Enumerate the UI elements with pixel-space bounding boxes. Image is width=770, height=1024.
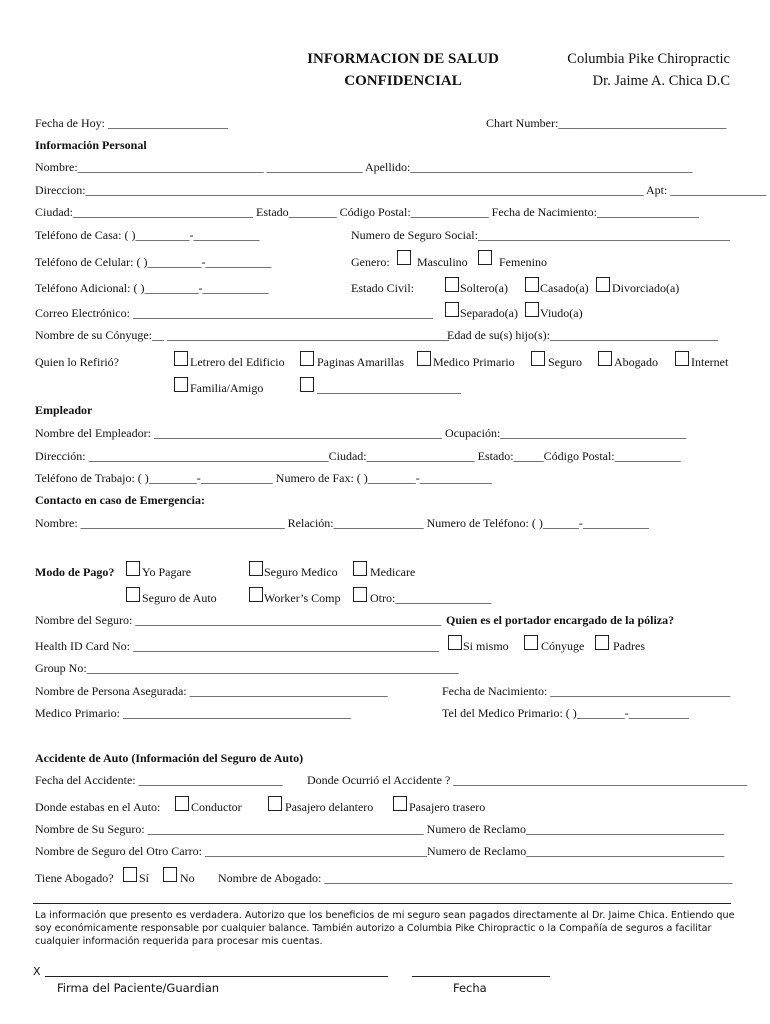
pasajero-trasero-label: Pasajero trasero [409, 800, 486, 814]
masculino-label: Masculino [417, 255, 468, 269]
conyuge-checkbox[interactable] [524, 635, 538, 650]
contacto-emergencia-field[interactable]: Nombre: __________________________________ Relación:_______________ Numero de Teléfono: ( )______-___________ [35, 516, 649, 530]
declaracion-divider [33, 903, 731, 904]
padres-label: Padres [613, 639, 645, 653]
conductor-checkbox[interactable] [175, 796, 189, 811]
separado-label: Separado(a) [460, 306, 518, 320]
divorciado-checkbox[interactable] [596, 277, 610, 292]
abogado-no-checkbox[interactable] [163, 867, 177, 882]
section-informacion-personal: Información Personal [35, 138, 147, 152]
medico-primario-ref-label: Medico Primario [433, 355, 515, 369]
doctor-name: Dr. Jaime A. Chica D.C [592, 73, 730, 89]
otro-pago-checkbox[interactable] [353, 587, 367, 602]
casado-label: Casado(a) [540, 281, 589, 295]
fecha-firma-line[interactable] [412, 976, 550, 977]
masculino-checkbox[interactable] [397, 250, 411, 265]
empleador-nombre-field[interactable]: Nombre del Empleador: ________________________________________________ Ocupación:_______________________________ [35, 426, 687, 440]
nombre-apellido-field[interactable]: Nombre:_______________________________ ________________ Apellido:_______________________________________________ [35, 160, 693, 174]
femenino-label: Femenino [499, 255, 547, 269]
medicare-checkbox[interactable] [353, 561, 367, 576]
seguro-medico-checkbox[interactable] [249, 561, 263, 576]
telefono-celular-field[interactable]: Teléfono de Celular: ( )_________-___________ [35, 255, 272, 269]
tiene-abogado-label: Tiene Abogado? [35, 871, 114, 885]
correo-electronico-field[interactable]: Correo Electrónico: __________________________________________________ [35, 306, 433, 320]
nombre-seguro-field[interactable]: Nombre del Seguro: ___________________________________________________ [35, 613, 442, 627]
abogado-si-checkbox[interactable] [123, 867, 137, 882]
padres-checkbox[interactable] [595, 635, 609, 650]
fecha-accidente-field[interactable]: Fecha del Accidente: ________________________ [35, 773, 283, 787]
firma-label: Firma del Paciente/Guardian [57, 981, 220, 995]
pasajero-trasero-checkbox[interactable] [393, 796, 407, 811]
soltero-checkbox[interactable] [445, 277, 459, 292]
si-mismo-label: Si mismo [463, 639, 509, 653]
health-id-field[interactable]: Health ID Card No: ___________________________________________________ [35, 639, 439, 653]
femenino-checkbox[interactable] [478, 250, 492, 265]
letrero-checkbox[interactable] [174, 351, 188, 366]
direccion-field[interactable]: Direccion:_____________________________________________________________________________________________ Apt: ________________ [35, 183, 767, 197]
otro-ref-field[interactable]: ________________________ [317, 381, 461, 395]
abogado-ref-label: Abogado [614, 355, 658, 369]
casado-checkbox[interactable] [525, 277, 539, 292]
pasajero-delantero-label: Pasajero delantero [285, 800, 374, 814]
seguro-auto-label: Seguro de Auto [142, 591, 217, 605]
workers-comp-label: Worker’s Comp [264, 591, 341, 605]
form-title-line1: INFORMACION DE SALUD [307, 51, 499, 67]
familia-amigo-label: Familia/Amigo [190, 381, 264, 395]
viudo-checkbox[interactable] [525, 302, 539, 317]
seguro-social-field[interactable]: Numero de Seguro Social:__________________________________________ [351, 228, 730, 242]
firma-x-mark: X [33, 965, 41, 978]
telefono-trabajo-field[interactable]: Teléfono de Trabajo: ( )________-____________ Numero de Fax: ( )________-____________ [35, 471, 492, 485]
paginas-amarillas-label: Paginas Amarillas [317, 355, 404, 369]
abogado-ref-checkbox[interactable] [598, 351, 612, 366]
empleador-direccion-field[interactable]: Dirección: ________________________________________Ciudad:__________________ Estado:_____Código Postal:___________ [35, 449, 681, 463]
conyuge-label: Cónyuge [541, 639, 585, 653]
seguro-ref-label: Seguro [548, 355, 582, 369]
telefono-casa-field[interactable]: Teléfono de Casa: ( )_________-___________ [35, 228, 260, 242]
internet-ref-label: Internet [691, 355, 729, 369]
letrero-label: Letrero del Edificio [190, 355, 285, 369]
group-no-field[interactable]: Group No:______________________________________________________________ [35, 661, 459, 675]
tel-medico-primario-field[interactable]: Tel del Medico Primario: ( )________-__________ [442, 706, 689, 720]
seguro-medico-label: Seguro Medico [264, 565, 338, 579]
donde-estabas-label: Donde estabas en el Auto: [35, 800, 161, 814]
edad-hijos-field[interactable]: Edad de su(s) hijo(s):____________________________ [447, 328, 718, 342]
nombre-abogado-field[interactable]: Nombre de Abogado: ____________________________________________________________________ [218, 871, 733, 885]
medico-primario-field[interactable]: Medico Primario: ______________________________________ [35, 706, 351, 720]
declaracion-line3: cualquier información requerida para procesar mis cuentas. [35, 936, 323, 947]
genero-label: Genero: [351, 255, 390, 269]
nombre-su-seguro-field[interactable]: Nombre de Su Seguro: ______________________________________________ Numero de Reclamo_________________________________ [35, 822, 724, 836]
medicare-label: Medicare [370, 565, 416, 579]
declaracion-line2: soy económicamente responsable por cualquier balance. También autorizo a Columbia Pike Chiropractic o la Compañía de seguros a facilitar [35, 923, 712, 934]
form-title-line2: CONFIDENCIAL [344, 73, 462, 89]
familia-amigo-checkbox[interactable] [174, 377, 188, 392]
fecha-nacimiento-asegurado-field[interactable]: Fecha de Nacimiento: ______________________________ [442, 684, 731, 698]
nombre-conyuge-field[interactable]: Nombre de su Cónyuge:__ _______________________________________________ [35, 328, 449, 342]
referido-label: Quien lo Refirió? [35, 355, 119, 369]
pasajero-delantero-checkbox[interactable] [268, 796, 282, 811]
workers-comp-checkbox[interactable] [249, 587, 263, 602]
firma-line[interactable] [45, 976, 388, 977]
viudo-label: Viudo(a) [540, 306, 583, 320]
declaracion-line1: La información que presento es verdadera. Autorizo que los beneficios de mi seguro sean pagados directamente al Dr. Jaime Chica. Entiendo que [35, 910, 735, 921]
internet-ref-checkbox[interactable] [675, 351, 689, 366]
conductor-label: Conductor [191, 800, 242, 814]
seguro-ref-checkbox[interactable] [531, 351, 545, 366]
section-accidente: Accidente de Auto (Información del Seguro de Auto) [35, 751, 304, 765]
section-empleador: Empleador [35, 403, 93, 417]
telefono-adicional-field[interactable]: Teléfono Adicional: ( )_________-___________ [35, 281, 269, 295]
estado-civil-label: Estado Civil: [351, 281, 414, 295]
abogado-no-label: No [180, 871, 195, 885]
modo-pago-label: Modo de Pago? [35, 565, 115, 579]
seguro-otro-carro-field[interactable]: Nombre de Seguro del Otro Carro: _____________________________________Numero de Reclamo_________________________________ [35, 844, 725, 858]
yo-pagare-label: Yo Pagare [142, 565, 192, 579]
seguro-auto-checkbox[interactable] [126, 587, 140, 602]
fecha-firma-label: Fecha [453, 981, 487, 995]
section-emergencia: Contacto en caso de Emergencia: [35, 493, 205, 507]
ciudad-row[interactable]: Ciudad:______________________________ Estado________ Código Postal:_____________ Fecha de Nacimiento:_________________ [35, 205, 699, 219]
fecha-de-hoy-field[interactable]: Fecha de Hoy: ____________________ [35, 116, 228, 130]
si-mismo-checkbox[interactable] [448, 635, 462, 650]
soltero-label: Soltero(a) [460, 281, 508, 295]
otro-ref-checkbox[interactable] [300, 377, 314, 392]
medico-primario-ref-checkbox[interactable] [417, 351, 431, 366]
yo-pagare-checkbox[interactable] [126, 561, 140, 576]
clinic-name: Columbia Pike Chiropractic [567, 51, 730, 67]
portador-heading: Quien es el portador encargado de la póliza? [446, 613, 675, 627]
chart-number-field[interactable]: Chart Number:____________________________ [486, 116, 727, 130]
persona-asegurada-field[interactable]: Nombre de Persona Asegurada: _________________________________ [35, 684, 388, 698]
otro-pago-field[interactable]: Otro:________________ [370, 591, 492, 605]
donde-ocurrio-field[interactable]: Donde Ocurrió el Accidente ? _________________________________________________ [307, 773, 748, 787]
divorciado-label: Divorciado(a) [612, 281, 680, 295]
paginas-amarillas-checkbox[interactable] [300, 351, 314, 366]
separado-checkbox[interactable] [445, 302, 459, 317]
abogado-si-label: Sí [139, 871, 150, 885]
